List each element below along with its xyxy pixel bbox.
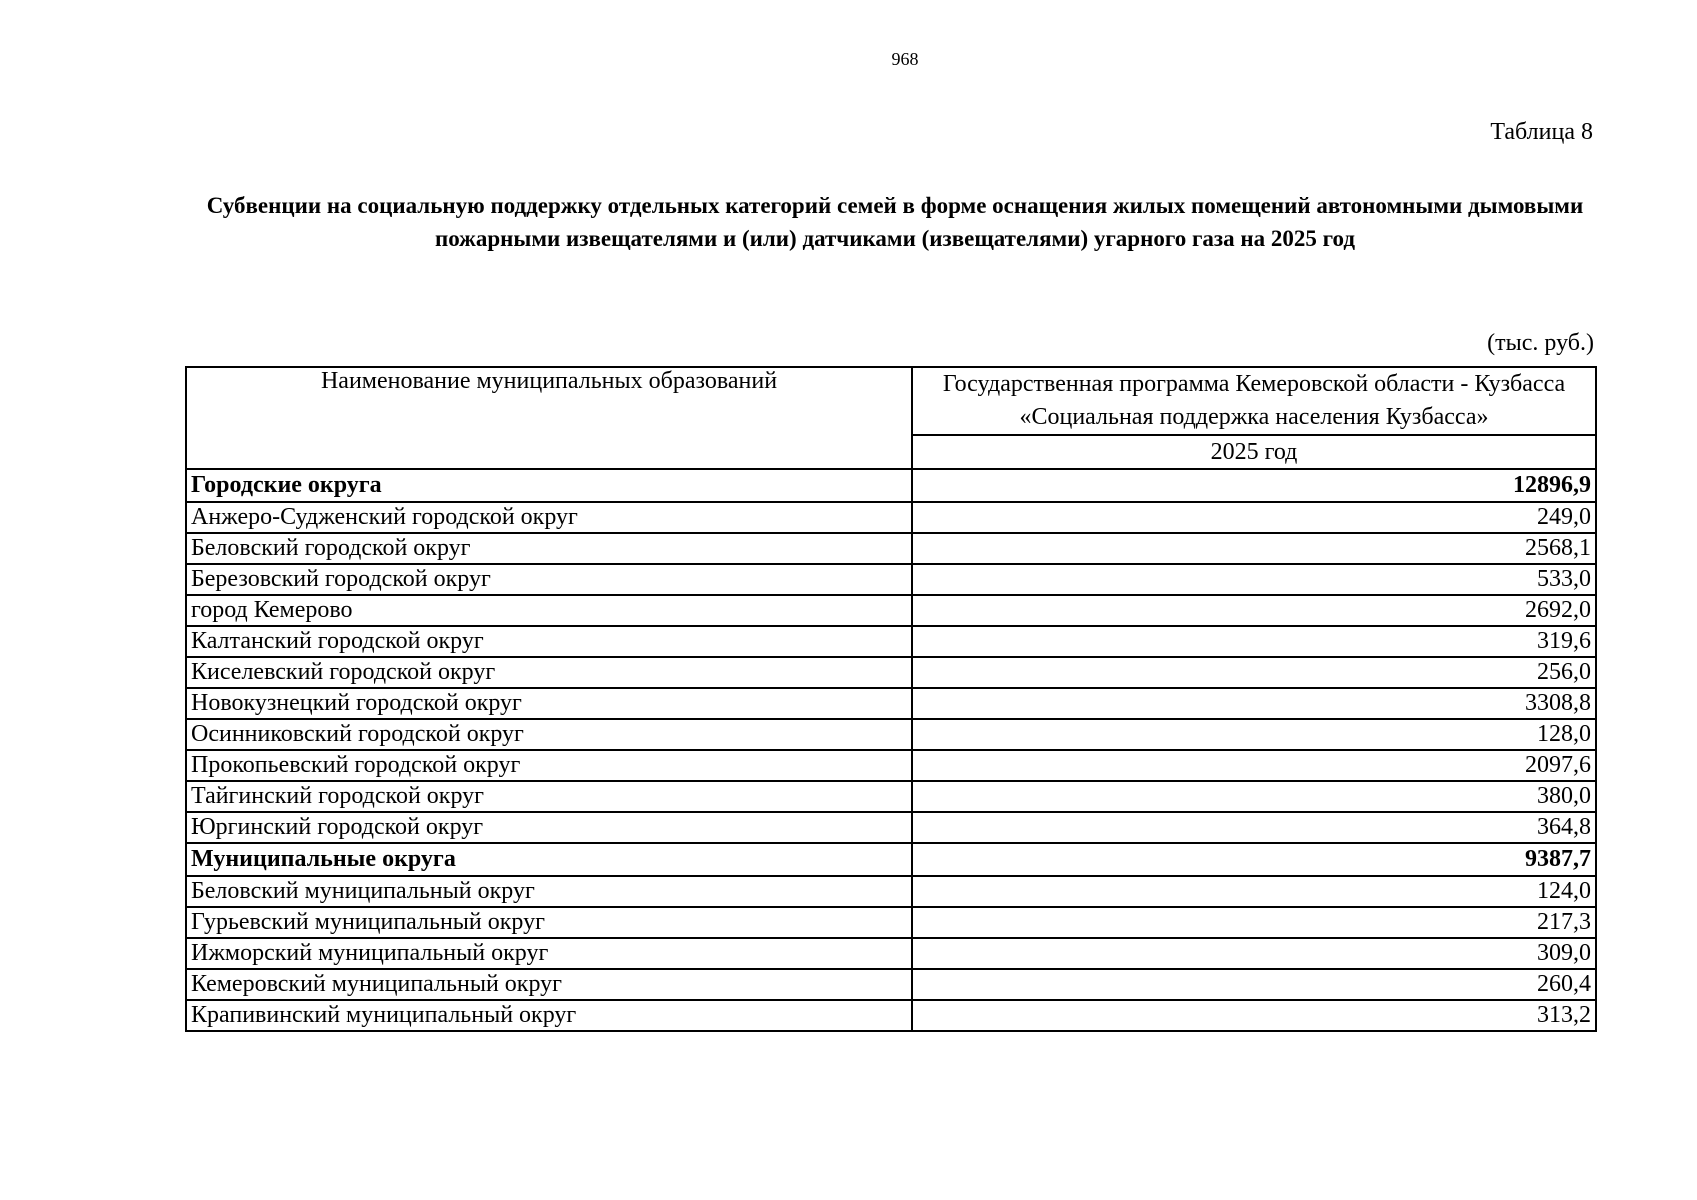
municipality-name-cell: Юргинский городской округ — [186, 812, 912, 843]
municipality-name-cell: Ижморский муниципальный округ — [186, 938, 912, 969]
table-row — [186, 595, 1596, 626]
municipality-name-cell: Кемеровский муниципальный округ — [186, 969, 912, 1000]
table-row — [186, 750, 1596, 781]
table-row — [186, 907, 1596, 938]
table-row — [186, 657, 1596, 688]
amount-cell: 3308,8 — [912, 688, 1596, 719]
table-row — [186, 876, 1596, 907]
table-group-row — [186, 843, 1596, 876]
municipality-name-cell: Осинниковский городской округ — [186, 719, 912, 750]
table-row — [186, 781, 1596, 812]
document-title: Субвенции на социальную поддержку отдельных категорий семей в форме оснащения жилых помещений автономными дымовыми пожарными извещателями и (или) датчиками (извещателями) угарного газа на 2025 год — [206, 193, 1584, 251]
municipality-name-cell: Прокопьевский городской округ — [186, 750, 912, 781]
table-body — [186, 469, 1596, 1031]
units-label: (тыс. руб.) — [1487, 330, 1594, 356]
amount-cell: 533,0 — [912, 564, 1596, 595]
municipality-name-cell: город Кемерово — [186, 595, 912, 626]
page-number: 968 — [891, 49, 919, 69]
table-group-row — [186, 469, 1596, 502]
amount-cell: 2692,0 — [912, 595, 1596, 626]
group-name-cell: Городские округа — [186, 469, 912, 502]
amount-cell: 319,6 — [912, 626, 1596, 657]
header-program: Государственная программа Кемеровской области - Кузбасса «Социальная поддержка населения Кузбасса» — [912, 367, 1596, 435]
amount-cell: 2568,1 — [912, 533, 1596, 564]
group-total-cell: 12896,9 — [912, 469, 1596, 502]
table-row — [186, 564, 1596, 595]
municipality-name-cell: Гурьевский муниципальный округ — [186, 907, 912, 938]
subsidies-table — [185, 366, 1597, 1032]
amount-cell: 309,0 — [912, 938, 1596, 969]
amount-cell: 256,0 — [912, 657, 1596, 688]
municipality-name-cell: Тайгинский городской округ — [186, 781, 912, 812]
municipality-name-cell: Новокузнецкий городской округ — [186, 688, 912, 719]
amount-cell: 128,0 — [912, 719, 1596, 750]
table-row — [186, 626, 1596, 657]
amount-cell: 380,0 — [912, 781, 1596, 812]
municipality-name-cell: Беловский муниципальный округ — [186, 876, 912, 907]
amount-cell: 364,8 — [912, 812, 1596, 843]
table-row — [186, 533, 1596, 564]
table-row — [186, 969, 1596, 1000]
amount-cell: 217,3 — [912, 907, 1596, 938]
table-row — [186, 812, 1596, 843]
municipality-name-cell: Киселевский городской округ — [186, 657, 912, 688]
group-total-cell: 9387,7 — [912, 843, 1596, 876]
municipality-name-cell: Анжеро-Судженский городской округ — [186, 502, 912, 533]
table-row — [186, 688, 1596, 719]
table-row — [186, 1000, 1596, 1031]
group-name-cell: Муниципальные округа — [186, 843, 912, 876]
amount-cell: 124,0 — [912, 876, 1596, 907]
table-row — [186, 938, 1596, 969]
table-row — [186, 719, 1596, 750]
amount-cell: 249,0 — [912, 502, 1596, 533]
municipality-name-cell: Беловский городской округ — [186, 533, 912, 564]
municipality-name-cell: Березовский городской округ — [186, 564, 912, 595]
amount-cell: 313,2 — [912, 1000, 1596, 1031]
municipality-name-cell: Крапивинский муниципальный округ — [186, 1000, 912, 1031]
amount-cell: 260,4 — [912, 969, 1596, 1000]
table-header — [186, 367, 1596, 469]
amount-cell: 2097,6 — [912, 750, 1596, 781]
table-label: Таблица 8 — [1490, 119, 1593, 145]
municipality-name-cell: Калтанский городской округ — [186, 626, 912, 657]
header-municipality-name: Наименование муниципальных образований — [186, 367, 912, 469]
header-year: 2025 год — [912, 435, 1596, 469]
table-row — [186, 502, 1596, 533]
